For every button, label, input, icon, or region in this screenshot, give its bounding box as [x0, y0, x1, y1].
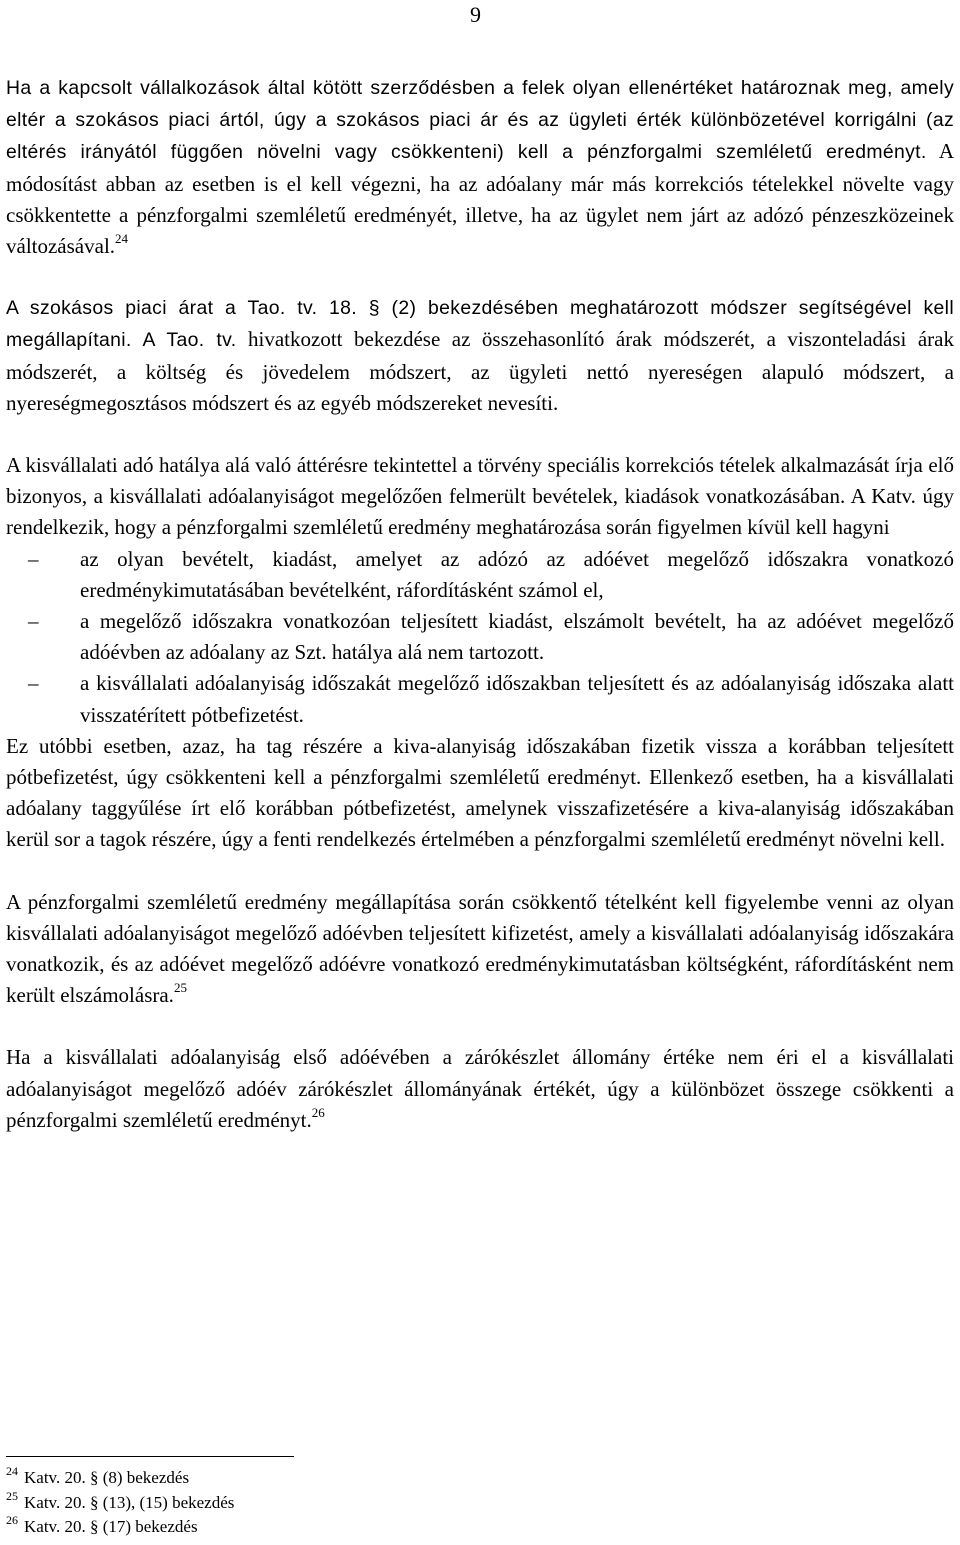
list-item — [6, 544, 954, 606]
paragraph-closing-stock — [6, 1042, 954, 1136]
list-item-text: az olyan bevételt, kiadást, amelyet az adózó az adóévet megelőző időszakra vonatkozó eredménykimutatásában bevételként, ráfordításként számol el, — [80, 546, 954, 602]
footnote-text: Katv. 20. § (13), (15) bekezdés — [24, 1492, 235, 1512]
footnote-separator — [6, 1456, 294, 1457]
footnotes — [6, 1466, 234, 1540]
document-body — [6, 72, 954, 1136]
paragraph-text-sans: Ha a kapcsolt vállalkozások által kötött szerződésben a felek olyan ellenértéket határoznak meg, amely eltér a szokásos piaci ártól, úgy a szokásos piaci ár és az ügyleti érték különbözetével korrigálni (az eltérés irányától függően növelni vagy csökkenteni) kell a pénzforgalmi szemléletű eredményt. — [6, 77, 954, 164]
paragraph-additional-payment: Ez utóbbi esetben, azaz, ha tag részére a kiva-alanyiság időszakában fizetik vissza a korábban teljesített pótbefizetést, úgy csökkenteni kell a pénzforgalmi szemléletű eredményt. Ellenkező esetben, ha a kisvállalati adóalany taggyűlése írt elő korábban pótbefizetést, amelynek visszafizetésére a kiva-alanyiság időszakában kerül sor a tagok részére, úgy a fenti rendelkezés értelmében a pénzforgalmi szemléletű eredményt növelni kell. — [6, 733, 954, 852]
paragraph-text: hivatkozott bekezdése az összehasonlító árak módszerét, a viszonteladási árak módszerét, a költség és jövedelem módszert, az ügyleti nettó nyereségen alapuló módszert, a nyereségmegosztásos módszert és az egyéb módszereket nevesíti. — [6, 327, 954, 415]
footnote-26: $^{26}$ Katv. 20. § (17) bekezdés — [6, 1513, 198, 1536]
footnote-25: $^{25}$ Katv. 20. § (13), (15) bekezdés — [6, 1488, 235, 1512]
paragraph-text: A módosítást abban az esetben is el kell végezni, ha az adóalany már más korrekciós tételekkel növelte vagy csökkentette a pénzforgalmi szemléletű eredményét, illetve, ha az ügylet nem járt az adózó pénzeszközeinek változásával. — [6, 139, 954, 259]
paragraph-market-price — [6, 292, 954, 419]
paragraph-reducing-item — [6, 887, 954, 1012]
paragraph-related-companies — [6, 72, 954, 262]
dash-list — [6, 544, 954, 731]
paragraph-kiva-transition: A kisvállalati adó hatálya alá való áttérésre tekintettel a törvény speciális korrekciós tételek alkalmazását írja elő bizonyos, a kisvállalati adóalanyiságot megelőzően felmerült bevételek, kiadások vonatkozásában. A Katv. úgy rendelkezik, hogy a pénzforgalmi szemléletű eredmény meghatározása során figyelmen kívül kell hagyni — [6, 453, 954, 540]
list-item-text: a megelőző időszakra vonatkozóan teljesített kiadást, elszámolt bevételt, ha az adóévet megelőző adóévben az adóalany az Szt. hatálya alá nem tartozott. — [80, 609, 954, 665]
list-item-text: a kisvállalati adóalanyiság időszakát megelőző időszakban teljesített és az adóalanyiság időszaka alatt visszatérített pótbefizetést. — [80, 671, 954, 727]
dash-bullet: – — [28, 546, 39, 571]
list-item — [6, 606, 954, 668]
footnote-text: Katv. 20. § (17) bekezdés — [24, 1517, 198, 1536]
dash-bullet: – — [28, 671, 39, 696]
footnote-text: Katv. 20. § (8) bekezdés — [24, 1468, 190, 1487]
page-number: 9 — [470, 2, 481, 27]
paragraph-text: Ha a kisvállalati adóalanyiság első adóévében a zárókészlet állomány értéke nem éri el a kisvállalati adóalanyiságot megelőző adóév zárókészlet állományának értékét, úgy a különbözet összege csökkenti a pénzforgalmi szemléletű eredményt. — [6, 1045, 954, 1132]
footnote-24: $^{24}$ Katv. 20. § (8) bekezdés — [6, 1464, 190, 1487]
footnote-ref-24: 24 — [115, 231, 129, 247]
footnote-ref-25: 25 — [173, 980, 187, 996]
footnote-ref-26: 26 — [311, 1104, 325, 1120]
paragraph-text-sans: A szokásos piaci árat a Tao. tv. 18. § (2) bekezdésében meghatározott módszer segítségével kell megállapítani. A Tao. tv. — [6, 297, 954, 352]
paragraph-text: A pénzforgalmi szemléletű eredmény megállapítása során csökkentő tételként kell figyelembe venni az olyan kisvállalati adóalanyiságot megelőző adóévben teljesített kifizetést, amely a kisvállalati adóalanyiság időszakára vonatkozik, és az adóévet megelőző adóévre vonatkozó eredménykimutatásban költségként, ráfordításként nem került elszámolásra. — [6, 889, 954, 1008]
list-item — [6, 668, 954, 730]
dash-bullet: – — [28, 609, 39, 634]
